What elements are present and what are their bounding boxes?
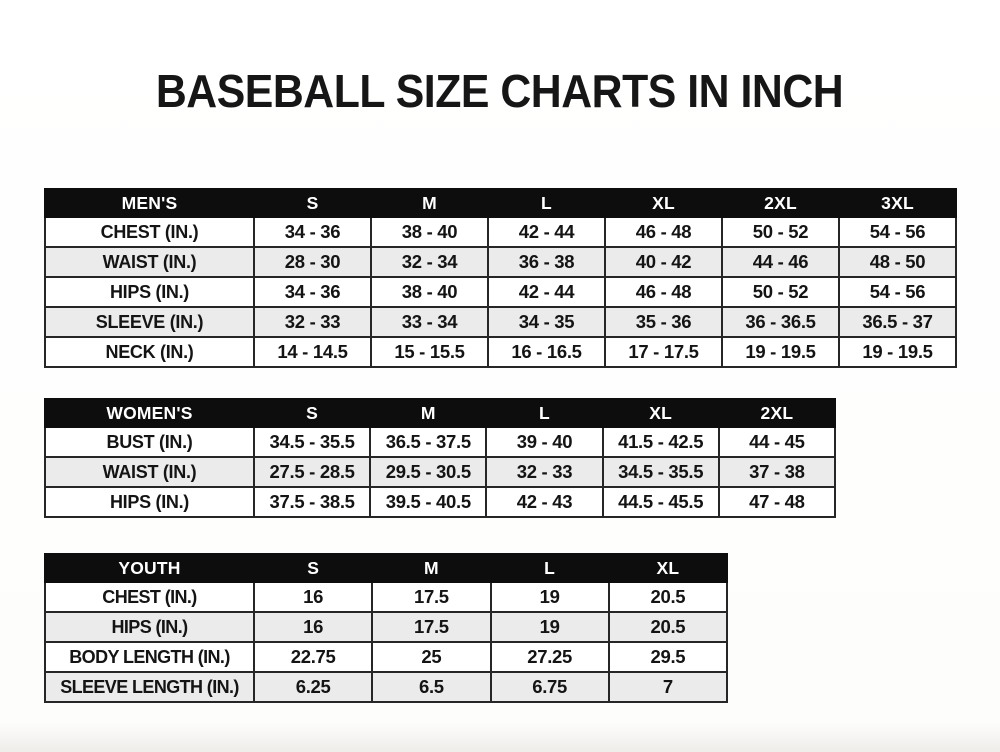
size-value-cell: 28 - 30 [254, 247, 371, 277]
size-value-cell: 42 - 44 [488, 217, 605, 247]
table-row [45, 277, 956, 307]
size-value-cell: 38 - 40 [371, 277, 488, 307]
size-value-cell: 44 - 45 [719, 427, 835, 457]
size-value-cell: 46 - 48 [605, 217, 722, 247]
measurement-label: CHEST (IN.) [45, 582, 254, 612]
size-column-header: 3XL [839, 189, 956, 217]
page-title-container [0, 65, 1000, 117]
table-group-label: YOUTH [45, 554, 254, 582]
size-value-cell: 6.75 [491, 672, 609, 702]
size-value-cell: 36.5 - 37.5 [370, 427, 486, 457]
measurement-label: WAIST (IN.) [45, 247, 254, 277]
size-value-cell: 20.5 [609, 612, 727, 642]
table-row [45, 642, 727, 672]
size-value-cell: 44 - 46 [722, 247, 839, 277]
size-value-cell: 29.5 - 30.5 [370, 457, 486, 487]
table-row [45, 247, 956, 277]
table-header-row [45, 399, 835, 427]
measurement-label: HIPS (IN.) [45, 487, 254, 517]
table-row [45, 672, 727, 702]
size-value-cell: 15 - 15.5 [371, 337, 488, 367]
size-column-header: M [372, 554, 490, 582]
size-value-cell: 19 [491, 612, 609, 642]
size-value-cell: 36 - 38 [488, 247, 605, 277]
size-column-header: 2XL [722, 189, 839, 217]
table-row [45, 217, 956, 247]
size-value-cell: 50 - 52 [722, 277, 839, 307]
size-value-cell: 17 - 17.5 [605, 337, 722, 367]
size-value-cell: 39 - 40 [486, 427, 602, 457]
size-value-cell: 14 - 14.5 [254, 337, 371, 367]
size-value-cell: 27.5 - 28.5 [254, 457, 370, 487]
table-row [45, 487, 835, 517]
size-value-cell: 48 - 50 [839, 247, 956, 277]
size-value-cell: 36.5 - 37 [839, 307, 956, 337]
measurement-label: HIPS (IN.) [45, 277, 254, 307]
size-value-cell: 16 [254, 612, 372, 642]
size-value-cell: 34 - 36 [254, 217, 371, 247]
size-value-cell: 42 - 43 [486, 487, 602, 517]
size-value-cell: 46 - 48 [605, 277, 722, 307]
size-value-cell: 6.25 [254, 672, 372, 702]
size-value-cell: 17.5 [372, 612, 490, 642]
table-header-row [45, 554, 727, 582]
size-column-header: XL [609, 554, 727, 582]
measurement-label: NECK (IN.) [45, 337, 254, 367]
size-value-cell: 36 - 36.5 [722, 307, 839, 337]
size-column-header: L [486, 399, 602, 427]
measurement-label: SLEEVE (IN.) [45, 307, 254, 337]
size-value-cell: 34.5 - 35.5 [254, 427, 370, 457]
size-column-header: S [254, 399, 370, 427]
size-value-cell: 19 - 19.5 [722, 337, 839, 367]
size-column-header: M [371, 189, 488, 217]
measurement-label: BUST (IN.) [45, 427, 254, 457]
size-value-cell: 17.5 [372, 582, 490, 612]
mens-size-table [44, 188, 957, 368]
page-title: BASEBALL SIZE CHARTS IN INCH [156, 65, 844, 117]
size-value-cell: 34 - 36 [254, 277, 371, 307]
size-column-header: S [254, 189, 371, 217]
table-group-label: WOMEN'S [45, 399, 254, 427]
size-value-cell: 20.5 [609, 582, 727, 612]
table-row [45, 457, 835, 487]
measurement-label: CHEST (IN.) [45, 217, 254, 247]
size-column-header: XL [603, 399, 719, 427]
measurement-label: HIPS (IN.) [45, 612, 254, 642]
size-value-cell: 34.5 - 35.5 [603, 457, 719, 487]
size-value-cell: 54 - 56 [839, 217, 956, 247]
size-value-cell: 37 - 38 [719, 457, 835, 487]
size-value-cell: 22.75 [254, 642, 372, 672]
size-value-cell: 32 - 33 [254, 307, 371, 337]
table-row [45, 612, 727, 642]
table-row [45, 307, 956, 337]
size-value-cell: 39.5 - 40.5 [370, 487, 486, 517]
size-value-cell: 19 - 19.5 [839, 337, 956, 367]
table-row [45, 582, 727, 612]
size-column-header: 2XL [719, 399, 835, 427]
size-value-cell: 25 [372, 642, 490, 672]
size-value-cell: 16 - 16.5 [488, 337, 605, 367]
table-row [45, 337, 956, 367]
measurement-label: WAIST (IN.) [45, 457, 254, 487]
size-value-cell: 37.5 - 38.5 [254, 487, 370, 517]
size-value-cell: 34 - 35 [488, 307, 605, 337]
table-row [45, 427, 835, 457]
size-value-cell: 7 [609, 672, 727, 702]
size-value-cell: 38 - 40 [371, 217, 488, 247]
scan-edge-artifact [0, 748, 1000, 752]
size-value-cell: 33 - 34 [371, 307, 488, 337]
size-value-cell: 44.5 - 45.5 [603, 487, 719, 517]
measurement-label: BODY LENGTH (IN.) [45, 642, 254, 672]
size-value-cell: 19 [491, 582, 609, 612]
size-column-header: L [491, 554, 609, 582]
size-value-cell: 54 - 56 [839, 277, 956, 307]
size-value-cell: 6.5 [372, 672, 490, 702]
size-value-cell: 32 - 33 [486, 457, 602, 487]
size-value-cell: 41.5 - 42.5 [603, 427, 719, 457]
measurement-label: SLEEVE LENGTH (IN.) [45, 672, 254, 702]
size-column-header: XL [605, 189, 722, 217]
size-value-cell: 32 - 34 [371, 247, 488, 277]
size-value-cell: 16 [254, 582, 372, 612]
size-value-cell: 47 - 48 [719, 487, 835, 517]
size-column-header: M [370, 399, 486, 427]
size-value-cell: 27.25 [491, 642, 609, 672]
size-column-header: S [254, 554, 372, 582]
size-value-cell: 42 - 44 [488, 277, 605, 307]
womens-size-table [44, 398, 836, 518]
size-value-cell: 50 - 52 [722, 217, 839, 247]
size-column-header: L [488, 189, 605, 217]
table-header-row [45, 189, 956, 217]
table-group-label: MEN'S [45, 189, 254, 217]
size-value-cell: 40 - 42 [605, 247, 722, 277]
size-value-cell: 35 - 36 [605, 307, 722, 337]
youth-size-table [44, 553, 728, 703]
size-value-cell: 29.5 [609, 642, 727, 672]
